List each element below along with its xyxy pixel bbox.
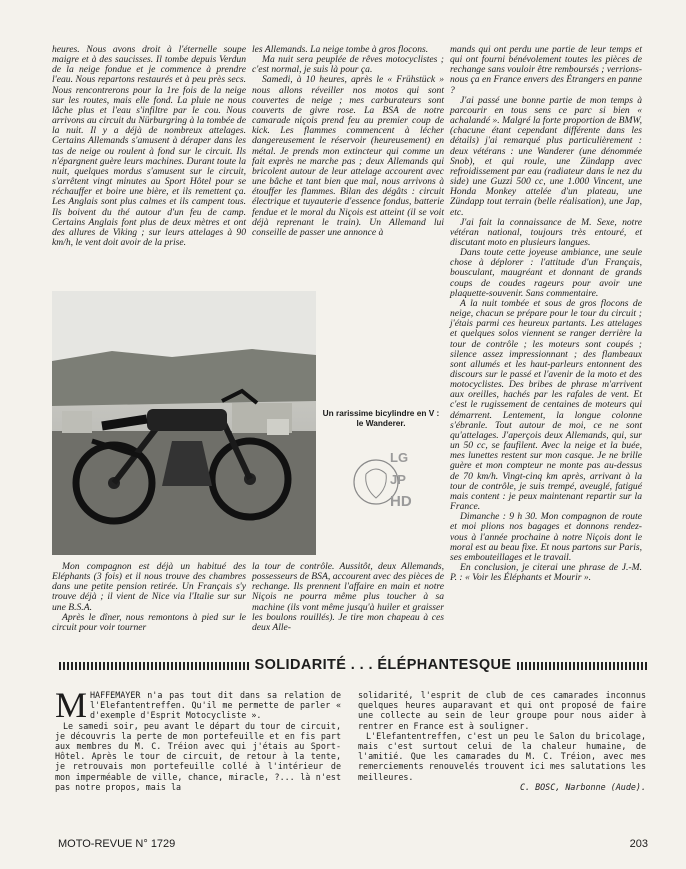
signature: C. BOSC, Narbonne (Aude). [519,781,646,792]
letter-column-1 [55,685,341,792]
paragraph: mands qui ont perdu une partie de leur temps et qui ont fourni bénévolement toutes les pièces de rechange sans vouloir être remboursés ; verrions-nous ça en France envers des Étrangers en panne ? [450,44,642,96]
paragraph: En conclusion, je citerai une phrase de J.-M. P. : « Voir les Éléphants et Mourir ». [450,561,642,584]
article-column-1 [52,45,246,248]
photo-caption: Un rarissime bicylindre en V : le Wanderer. [322,408,440,428]
svg-text:LG: LG [390,450,409,465]
page-number: 203 [629,838,648,850]
section-title: SOLIDARITÉ . . . ÉLÉPHANTESQUE [254,657,512,673]
watermark-logo [350,440,420,535]
paragraph-text: HAFFEMAYER n'a pas tout dit dans sa relation de l'Elefantentreffen. Qu'il me permette de parler « d'exemple d'Esprit Motocycliste ». [90,690,341,721]
paragraph: Ma nuit sera peuplée de rêves motocyclistes ; c'est normal, je suis là pour ça. [252,54,444,76]
paragraph: J'ai passé une bonne partie de mon temps à parcourir en tous sens ce parc si bien « achalandé ». Malgré la forte proportion de BMW, (chacune étant cependant différente dans les détails) j'ai remarqué plus particulièrement : deux vétérans : une Wanderer (une dénommée Snob), et qui roule, une Zündapp avec refroidissement par eau (radiateur dans le nez du side) une Guzzi 500 cc, une 1.000 Vincent, une Honda Monkey attelée d'un plateau, une Zündapp tout terrain (belle réalisation), une Jap, etc. [450,94,642,218]
drop-cap: M [55,685,88,725]
motorcycle-photo [52,291,316,555]
paragraph: heures. Nous avons droit à l'éternelle soupe maigre et à des saucisses. Il tombe depuis Verdun de la neige fondue et je commence à prendre l'eau. Nous repartons restaurés et à peu près secs. Nous rencontrerons pour la 1re fois de la neige sur les routes, mais elle fond. La pluie ne nous lâche plus et l'eau s'infiltre par le cou. Nous arrivons au circuit du Nürburgring à la tombée de la nuit. Il y a déjà de nombreux attelages. Certains Allemands s'amusent à déraper dans les tas de neige ou roulent à fond sur le circuit. Ils n'épargnent guère leurs machines. Durant toute la nuit, quelques mordus s'amusent sur le circuit, s'arrêtent vingt minutes au Sport Hôtel pour se réchauffer et boire une bière, et ils remettent ça. Les Anglais sont plus calmes et ils campent tous. Ils boivent du thé autour d'un feu de camp. Certains Anglais font plus de deux mètres et ont des allures de Viking ; sur leurs attelages à 90 km/h, le vent doit avoir de la prise. [52,44,246,248]
paragraph: solidarité, l'esprit de club de ces camarades inconnus quelques heures auparavant et qui ont proposé de faire une collecte au sein de leur groupe pour nous aider à rentrer en France est à souligner. [358,690,646,731]
article-column-1-bottom [52,562,246,633]
heading-hatch-right [517,662,647,670]
magazine-issue: MOTO-REVUE N° 1729 [58,838,176,850]
paragraph [55,685,341,725]
paragraph: Samedi, à 10 heures, après le « Frühstück » nous allons réveiller nos motos qui sont couvertes de neige ; mes carburateurs sont couverts de givre rose. La BSA de notre camarade niçois prend feu au premier coup de kick. Les flammes commencent à lécher dangereusement le réservoir (heureusement) en métal. Je prends mon extincteur qui comme un fait exprès ne marche pas ; deux Allemands qui bricolent autour de leur attelage accourent avec une bâche et tant bien que mal, nous arrivons à étouffer les flammes. Bilan des dégâts : circuit électrique et tuyauterie d'essence fondus, batterie fendue et le moral du Niçois est atteint (il se voit déjà reprenant le train). Un Allemand lui conseille de passer une annonce à [252,74,444,238]
paragraph: J'ai fait la connaissance de M. Sexe, notre vétéran national, toujours très entouré, et discutant moto en plusieurs langues. [450,216,642,248]
paragraph: A la nuit tombée et sous de gros flocons de neige, chacun se prépare pour le tour du circuit ; j'étais parmi ces heureux partants. Les attelages et quelques solos viennent se ranger derrière la tour de contrôle ; les moteurs sont coupés ; silence assez impressionnant ; des flambeaux sont allumés et les haut-parleurs entonnent des discours sur le passé et l'avenir de la moto et des motocyclistes. Des bribes de phrase m'arrivent aux oreilles, hachés par les rafales de vent. Et c'est le rugissement de centaines de moteurs qui démarrent. Lentement, la longue colonne s'ébranle. Tout autour de moi, ce ne sont qu'attelages. J'aperçois deux Allemands, qui, sur un 50 cc, se faufilent. Avec la neige et la buée, mes lunettes restent sur mon casque. Je ne brille guère et mon compteur ne monte pas au-dessus de 70 km/h. Vingt-cinq km après, arrivant à la tour de contrôle, je suis trempé, aveuglé, fatigué mais content : je peux maintenant repartir sur la France. [450,297,642,513]
svg-text:JP: JP [390,472,406,487]
section-heading [59,659,647,673]
letter-column-2 [358,690,646,792]
heading-hatch-left [59,662,249,670]
paragraph: Dimanche : 9 h 30. Mon compagnon de route et moi plions nos bagages et donnons rendez-vous à l'année prochaine à notre Niçois dont le moral est au beau fixe. Et nous partons sur Paris, ses embouteillages et le travail. [450,511,642,563]
paragraph: Après le dîner, nous remontons à pied sur le circuit pour voir tourner [52,611,246,633]
article-column-3 [450,45,642,583]
paragraph: Le samedi soir, peu avant le départ du tour de circuit, je découvris la perte de mon portefeuille et en fis part aux membres du M. C. Tréion avec qui j'étais au Sport-Hôtel. Après le tour de circuit, de retour à la tente, je retrouvais mon portefeuille collé à l'intérieur de mon imperméable de ville, chance, miracle, ?... là n'est pas notre propos, mais la [55,720,341,792]
paragraph: L'Elefantentreffen, c'est un peu le Salon du bricolage, mais c'est surtout celui de la chaleur humaine, de l'amitié. Que les camarades du M. C. Tréion, avec mes remerciements renouvelés trouvent ici mes salutations les meilleures. [358,730,646,782]
paragraph: Dans toute cette joyeuse ambiance, une seule chose à déplorer : l'attitude d'un Français, bousculant, maugréant et donnant de grands coups de coudes rageurs pour avoir une plaquette-souvenir. Sans commentaire. [450,247,642,299]
svg-text:HD: HD [390,493,412,510]
article-column-2-bottom [252,562,444,633]
paragraph: la tour de contrôle. Aussitôt, deux Allemands, possesseurs de BSA, accourent avec des pièces de rechange. Ils prennent l'affaire en main et notre Niçois ne pourra même plus toucher à sa machine (ils vont même jusqu'à huiler et graisser les boulons rouillés). Je tire mon chapeau à ces deux Alle- [252,561,444,633]
paragraph: les Allemands. La neige tombe à gros flocons. [252,44,429,55]
paragraph: Mon compagnon est déjà un habitué des Eléphants (3 fois) et il nous trouve des chambres dans une petite pension retirée. Un Français s'y trouve déjà ; il vient de Nice via l'Italie sur sur une B.S.A. [52,561,246,613]
article-column-2 [252,45,444,238]
